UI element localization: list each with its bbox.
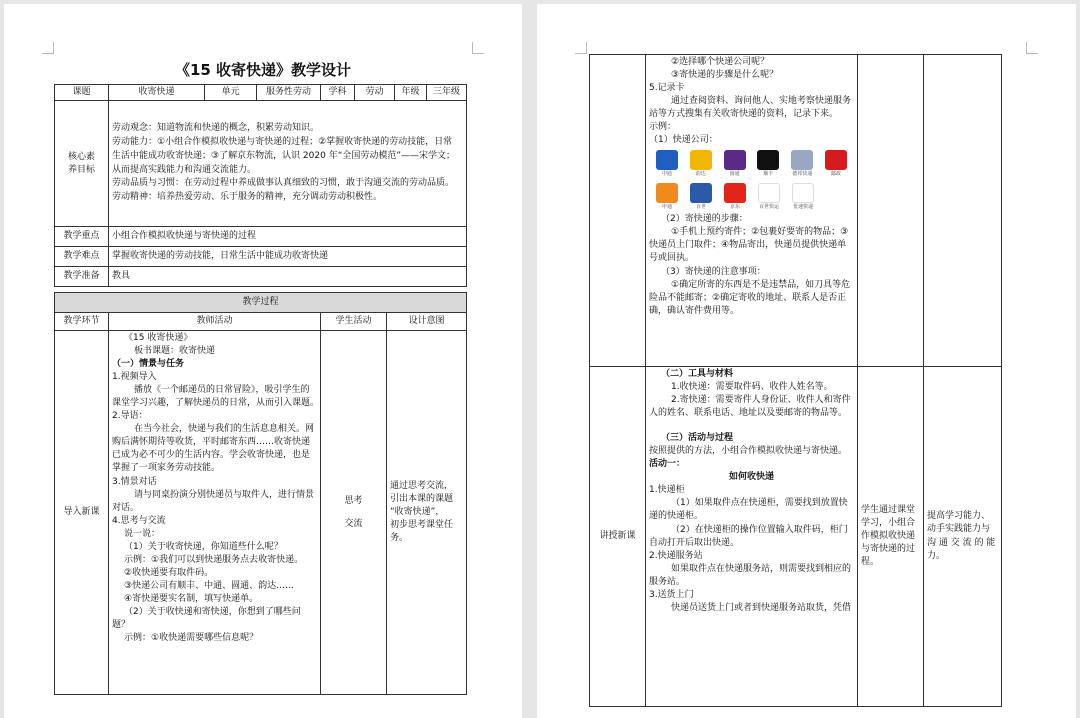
mailing-steps-lines	[649, 213, 854, 317]
courier-logo	[757, 183, 781, 210]
lecture-phase: 讲授新课	[590, 367, 646, 707]
courier-logo-caption: 德邦快递	[792, 171, 813, 178]
courier-logo	[723, 150, 747, 177]
text-line: 通过查阅资料、询问他人、实地考察快递服务	[671, 96, 852, 107]
text-line: 3.送货上门	[649, 589, 694, 600]
teaching-process-header: 教学过程	[55, 293, 467, 313]
text-line: 请与同桌扮演分别快递员与取件人，进行情景	[134, 489, 315, 500]
unit-label: 单元	[205, 85, 257, 101]
text-line: （三）活动与过程	[661, 433, 734, 444]
text-line: ①手机上预约寄件；②包裹好要寄的物品；③	[671, 227, 849, 238]
text-line: 《15 收寄快递》	[124, 333, 193, 343]
text-line: ④寄快递要实名制，填写快递单。	[124, 593, 259, 604]
courier-logo	[791, 183, 815, 210]
text-line: 购后满怀期待等收货，平时邮寄东西……收寄快递	[112, 437, 311, 448]
intro-teacher-activity	[109, 331, 321, 695]
text-line: （1）关于收寄快递，你知道些什么呢？	[124, 541, 283, 552]
zto-logo-icon	[656, 150, 678, 170]
text-line: 示例：①收快递需要哪些信息呢？	[124, 633, 259, 644]
text-line: ①确定所寄的东西是不是违禁品，如刀具等危	[671, 279, 851, 290]
text-line: 说一说：	[124, 528, 161, 539]
preparation-text: 教具	[109, 267, 467, 287]
courier-logo	[689, 183, 713, 210]
yunda-logo-icon	[690, 150, 712, 170]
courier-logo	[824, 150, 848, 177]
text-line: 确，确认寄件费用等。	[649, 305, 740, 316]
continued-student-cell	[858, 55, 924, 367]
yto-logo-icon	[724, 150, 746, 170]
crop-mark	[42, 42, 54, 54]
core-literacy-content: 劳动观念：知道物流和快递的概念，积累劳动知识。 劳动能力：①小组合作模拟收快递与寄快递的过程；②掌握收寄快递的劳动技能，日常 生活中能成功收寄快递；③了解京东物流，认识 2020 年“全国劳动模范”——宋学文； 从而提高实践能力和沟通交流能力。 劳动品质与习惯：在劳动过程中养成做事认真细致的习惯，敢于沟通交流的劳动品质。 劳动精神：培养热爱劳动、乐于服务的精神，充分调动劳动积极性。	[109, 101, 467, 227]
text-line: （2）在快递柜的操作位置输入取件码，柜门	[671, 524, 848, 535]
text-line: 播放《一个邮递员的日常冒险》，吸引学生的	[134, 385, 310, 396]
text-line: 2.快递服务站	[649, 550, 703, 561]
text-line: 活动一：	[649, 459, 686, 470]
text-line: 快递员送货上门或者到快递服务站取货，凭借	[671, 602, 852, 613]
text-line: 自动打开后取出快递。	[649, 537, 740, 548]
text-line: 如何收快递	[728, 472, 774, 483]
text-line: 服务站。	[649, 576, 686, 587]
preparation-row	[55, 267, 467, 287]
key-point-row	[55, 227, 467, 247]
crop-mark	[1026, 42, 1038, 54]
courier-logo-caption: 京东	[729, 204, 740, 211]
uc-logo-icon	[792, 183, 814, 203]
topic-label: 课题	[55, 85, 109, 101]
text-line: 2.导语：	[112, 411, 148, 422]
intro-student-activity: 思考 交流	[321, 331, 387, 695]
courier-logo	[756, 150, 780, 177]
text-line: 险品不能邮寄；②确定寄收的地址、联系人是否正	[649, 292, 847, 303]
courier-logo-caption: 百世	[695, 204, 706, 211]
sto-logo-icon	[656, 183, 678, 203]
courier-logo-caption: 百世快运	[758, 204, 779, 211]
record-card-lines	[649, 56, 854, 147]
lecture-teacher-activity	[646, 367, 858, 707]
text-line: 已成为必不可少的生活内容。学会收寄快递，也是	[112, 450, 311, 461]
courier-logo	[655, 183, 679, 210]
col-phase-header: 教学环节	[55, 313, 109, 331]
subject-label: 学科	[321, 85, 355, 101]
courier-logo-caption: 中通	[661, 171, 672, 178]
text-line: 对话。	[112, 502, 140, 513]
grade-value: 三年级	[427, 85, 467, 101]
text-line: 课堂学习兴趣，了解快递员的日常，从而引入课题。	[112, 398, 320, 409]
key-point-label: 教学重点	[55, 227, 109, 247]
text-line: （3）寄快递的注意事项：	[661, 266, 766, 277]
text-line: 1.快递柜	[649, 485, 685, 496]
text-line: 5.记录卡	[649, 83, 685, 94]
continued-intent-cell	[924, 55, 1002, 367]
intro-design-intent: 通过思考交流， 引出本课的课题 “收寄快递”， 初步思考课堂任 务。	[387, 331, 467, 695]
column-header-row	[55, 313, 467, 331]
topic-value: 收寄快递	[109, 85, 205, 101]
text-line: 1.收快递：需要取件码、收件人姓名等。	[671, 382, 833, 393]
text-line: 快递员上门取件；④物品寄出，快递员提供快递单	[649, 240, 847, 251]
teaching-process-table	[54, 292, 467, 695]
text-line: 递的快递柜。	[649, 511, 704, 522]
intro-phase: 导入新课	[55, 331, 109, 695]
ems-logo-icon	[825, 150, 847, 170]
difficult-point-text: 掌握收寄快递的劳动技能，日常生活中能成功收寄快递	[109, 247, 467, 267]
text-line: （1）如果取件点在快递柜，需要找到放置快	[671, 498, 848, 509]
courier-logos-row-1	[649, 147, 854, 180]
intro-row	[55, 331, 467, 695]
text-line: ③快递公司有顺丰、中通、圆通、韵达……	[124, 580, 295, 591]
continued-row	[590, 55, 1002, 367]
preparation-label: 教学准备	[55, 267, 109, 287]
continued-phase-cell	[590, 55, 646, 367]
text-line: （1）快递公司：	[649, 135, 718, 146]
lecture-row	[590, 367, 1002, 707]
info-row	[55, 85, 467, 101]
text-line: 在当今社会，快递与我们的生活息息相关。网	[134, 424, 315, 435]
grade-label: 年级	[395, 85, 427, 101]
text-line: （一）情景与任务	[112, 359, 185, 370]
courier-logo-caption: 邮政	[831, 171, 842, 178]
courier-logo-caption: 顺丰	[763, 171, 774, 178]
document-page-right	[537, 4, 1076, 718]
text-line	[649, 420, 854, 432]
text-line: 站等方式搜集有关收寄快递的资料，记录下来。	[649, 109, 839, 120]
text-line: 3.情景对话	[112, 476, 157, 487]
core-literacy-row	[55, 101, 467, 227]
continued-teacher-activity	[646, 55, 858, 367]
courier-logos-row-2	[649, 180, 854, 213]
text-line: 掌握了一项家务劳动技能。	[112, 463, 221, 474]
intro-teacher-lines	[112, 332, 320, 645]
text-line: （二）工具与材料	[661, 369, 734, 379]
courier-logo	[790, 150, 814, 177]
best-freight-logo-icon	[758, 183, 780, 203]
lecture-design-intent: 提高学习能力、 动手实践能力与 沟 通 交 流 的 能 力。	[924, 367, 1002, 707]
lecture-teacher-lines	[649, 368, 854, 615]
difficult-point-row	[55, 247, 467, 267]
col-intent-header: 设计意图	[387, 313, 467, 331]
document-title: 《15 收寄快递》教学设计	[174, 61, 352, 79]
text-line: 4.思考与交流	[112, 515, 166, 526]
key-point-text: 小组合作模拟收快递与寄快递的过程	[109, 227, 467, 247]
text-line: 题？	[112, 620, 131, 631]
text-line: （2）关于收快递和寄快递，你想到了哪些问	[124, 606, 301, 617]
courier-logo-caption: 申通	[661, 204, 672, 211]
sf-logo-icon	[757, 150, 779, 170]
text-line: 如果取件点在快递服务站，则需要找到相应的	[671, 563, 852, 574]
teaching-process-table-continued	[589, 54, 1002, 707]
text-line: ③寄快递的步骤是什么呢？	[671, 70, 779, 81]
courier-logo	[723, 183, 747, 210]
text-line: 按照提供的方法，小组合作模拟收快递与寄快递。	[649, 446, 848, 457]
col-student-header: 学生活动	[321, 313, 387, 331]
deppon-logo-icon	[791, 150, 813, 170]
best-logo-icon	[690, 183, 712, 203]
crop-mark	[575, 42, 587, 54]
courier-logo-caption: 优速快递	[792, 204, 813, 211]
courier-logo	[655, 150, 679, 177]
text-line: （2）寄快递的步骤：	[661, 214, 748, 225]
text-line: 人的姓名、联系电话、地址以及要邮寄的物品等。	[649, 408, 848, 419]
core-literacy-label: 核心素 养目标	[55, 101, 109, 227]
courier-logo-caption: 韵达	[695, 171, 706, 178]
text-line: 1.视频导入	[112, 372, 157, 383]
courier-logo	[689, 150, 713, 177]
lesson-plan-table	[54, 84, 467, 287]
unit-value: 服务性劳动	[257, 85, 321, 101]
text-line: 号或回执。	[649, 253, 695, 264]
col-teacher-header: 教师活动	[109, 313, 321, 331]
text-line: 板书课题：收寄快递	[134, 346, 216, 357]
lecture-student-activity: 学生通过课堂 学习，小组合 作模拟收快递 与寄快递的过 程。	[858, 367, 924, 707]
text-line: 示例：	[649, 122, 677, 133]
text-line: ②收快递要有取件码。	[124, 567, 214, 578]
subject-value: 劳动	[355, 85, 395, 101]
crop-mark	[472, 42, 484, 54]
courier-logo-caption: 圆通	[729, 171, 740, 178]
text-line: 2.寄快递：需要寄件人身份证、收件人和寄件	[671, 395, 851, 406]
difficult-point-label: 教学难点	[55, 247, 109, 267]
text-line: 示例：①我们可以到快递服务点去收寄快递。	[124, 554, 304, 565]
document-page-left	[4, 4, 522, 718]
jd-logo-icon	[724, 183, 746, 203]
text-line: ②选择哪个快递公司呢？	[671, 57, 770, 67]
